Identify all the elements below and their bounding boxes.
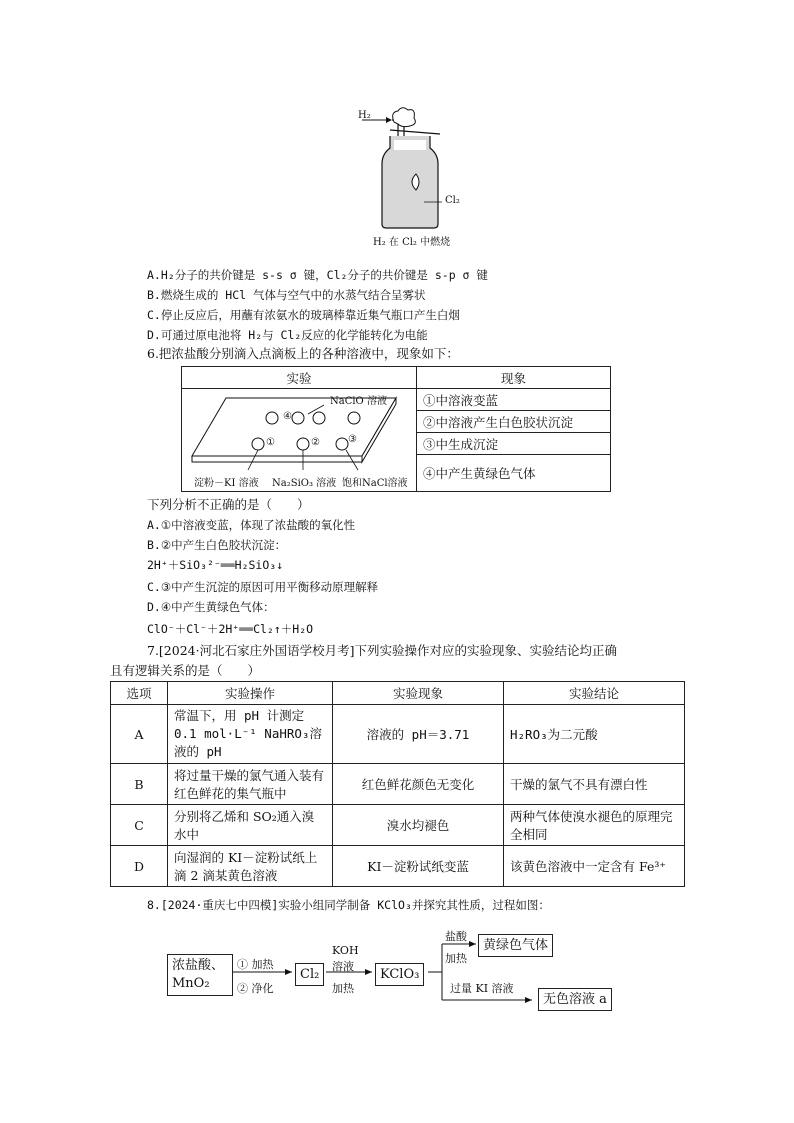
flow-koh-bot: 加热 (332, 982, 354, 995)
flow-up-top: 盐酸 (445, 930, 467, 943)
q7-row-d-operation: 向湿润的 KI－淀粉试纸上滴 2 滴某黄色溶液 (168, 846, 333, 887)
q6-option-d-equation: ClO⁻＋Cl⁻＋2H⁺══Cl₂↑＋H₂O (147, 622, 314, 636)
q6-head-phenomenon: 现象 (417, 367, 611, 389)
q7-row-b-conclusion: 干燥的氯气不具有漂白性 (504, 764, 685, 805)
label-n4: ④ (283, 411, 292, 422)
q7-head-conclusion: 实验结论 (504, 682, 685, 705)
q7-row-b-option: B (111, 764, 168, 805)
q7-row-b-operation: 将过量干燥的氯气通入装有红色鲜花的集气瓶中 (168, 764, 333, 805)
label-naclo: NaClO 溶液 (330, 396, 387, 407)
q7-row-c-conclusion: 两种气体使溴水褪色的原理完全相同 (504, 805, 685, 846)
q7-row-a-option: A (111, 705, 168, 764)
h2-label: H₂ (358, 110, 371, 121)
q7-row-d-conclusion: 该黄色溶液中一定含有 Fe³⁺ (504, 846, 685, 887)
q5-option-b: B.燃烧生成的 HCl 气体与空气中的水蒸气结合呈雾状 (147, 288, 426, 302)
q5-option-c: C.停止反应后，用蘸有浓氨水的玻璃棒靠近集气瓶口产生白烟 (147, 308, 460, 322)
flow-solution-box: 无色溶液 a (538, 988, 612, 1011)
table-row (111, 805, 685, 846)
flow-cl2-box: Cl₂ (295, 963, 324, 986)
q7-head-phenomenon: 实验现象 (333, 682, 504, 705)
label-starch-ki: 淀粉－KI 溶液 (194, 478, 259, 489)
flow-gas-box: 黄绿色气体 (478, 934, 553, 957)
q7-stem-1: 7.[2024·河北石家庄外国语学校月考]下列实验操作对应的实验现象、实验结论均正确 (147, 643, 617, 658)
q7-head-operation: 实验操作 (168, 682, 333, 705)
q7-row-a-conclusion: H₂RO₃为二元酸 (504, 705, 685, 764)
label-n2: ② (311, 437, 320, 448)
q6-option-d: D.④中产生黄绿色气体： (147, 600, 275, 614)
flow-koh-mid: 溶液 (332, 960, 354, 973)
flow-up-bot: 加热 (445, 952, 467, 965)
q7-table (110, 681, 685, 887)
q7-row-b-phenomenon: 红色鲜花颜色无变化 (333, 764, 504, 805)
table-row (111, 846, 685, 887)
q7-row-d-option: D (111, 846, 168, 887)
q6-stem: 6.把浓盐酸分别滴入点滴板上的各种溶液中，现象如下： (147, 346, 459, 361)
q6-option-c: C.③中产生沉淀的原因可用平衡移动原理解释 (147, 580, 379, 594)
q7-row-c-operation: 分别将乙烯和 SO₂通入溴水中 (168, 805, 333, 846)
flow-start-label: 浓盐酸、MnO₂ (172, 958, 225, 991)
figure-caption: H₂ 在 Cl₂ 中燃烧 (373, 237, 451, 248)
label-n1: ① (266, 437, 275, 448)
q6-option-a: A.①中溶液变蓝，体现了浓盐酸的氧化性 (147, 518, 356, 532)
q6-ask: 下列分析不正确的是（ ） (147, 497, 310, 512)
q7-stem-2: 且有逻辑关系的是（ ） (110, 663, 261, 678)
q6-option-b: B.②中产生白色胶状沉淀： (147, 538, 287, 552)
q5-option-d: D.可通过原电池将 H₂与 Cl₂反应的化学能转化为电能 (147, 328, 428, 342)
flow-start-box (167, 954, 233, 996)
label-na2sio3: Na₂SiO₃ 溶液 (272, 478, 337, 489)
flow-step1-bot: ② 净化 (237, 982, 274, 995)
q7-row-c-option: C (111, 805, 168, 846)
q7-head-option: 选项 (111, 682, 168, 705)
h2-cl2-burning-figure (350, 106, 460, 246)
q6-phenomenon-2: ②中溶液产生白色胶状沉淀 (417, 411, 611, 433)
q7-row-c-phenomenon: 溴水均褪色 (333, 805, 504, 846)
q6-option-b-equation: 2H⁺＋SiO₃²⁻══H₂SiO₃↓ (147, 558, 284, 572)
q6-head-experiment: 实验 (182, 367, 417, 389)
flow-down-label: 过量 KI 溶液 (450, 982, 514, 995)
label-n3: ③ (348, 434, 357, 445)
table-row (111, 705, 685, 764)
q6-phenomenon-1: ①中溶液变蓝 (417, 389, 611, 411)
q8-stem: 8.[2024·重庆七中四模]实验小组同学制备 KClO₃并探究其性质，过程如图： (147, 898, 550, 912)
q7-row-a-operation: 常温下，用 pH 计测定 0.1 mol·L⁻¹ NaHRO₃溶液的 pH (168, 705, 333, 764)
flow-step1-top: ① 加热 (237, 958, 274, 971)
flow-kclo3-box: KClO₃ (375, 963, 424, 986)
flow-koh-top: KOH (332, 944, 359, 957)
q6-phenomenon-4: ④中产生黄绿色气体 (417, 455, 611, 492)
q7-row-d-phenomenon: KI－淀粉试纸变蓝 (333, 846, 504, 887)
cl2-label: Cl₂ (445, 195, 460, 206)
table-row (111, 764, 685, 805)
q7-row-a-phenomenon: 溶液的 pH＝3.71 (333, 705, 504, 764)
q5-option-a: A.H₂分子的共价键是 s-s σ 键，Cl₂分子的共价键是 s-p σ 键 (147, 268, 488, 282)
q6-phenomenon-3: ③中生成沉淀 (417, 433, 611, 455)
label-nacl: 饱和NaCl溶液 (342, 478, 408, 489)
